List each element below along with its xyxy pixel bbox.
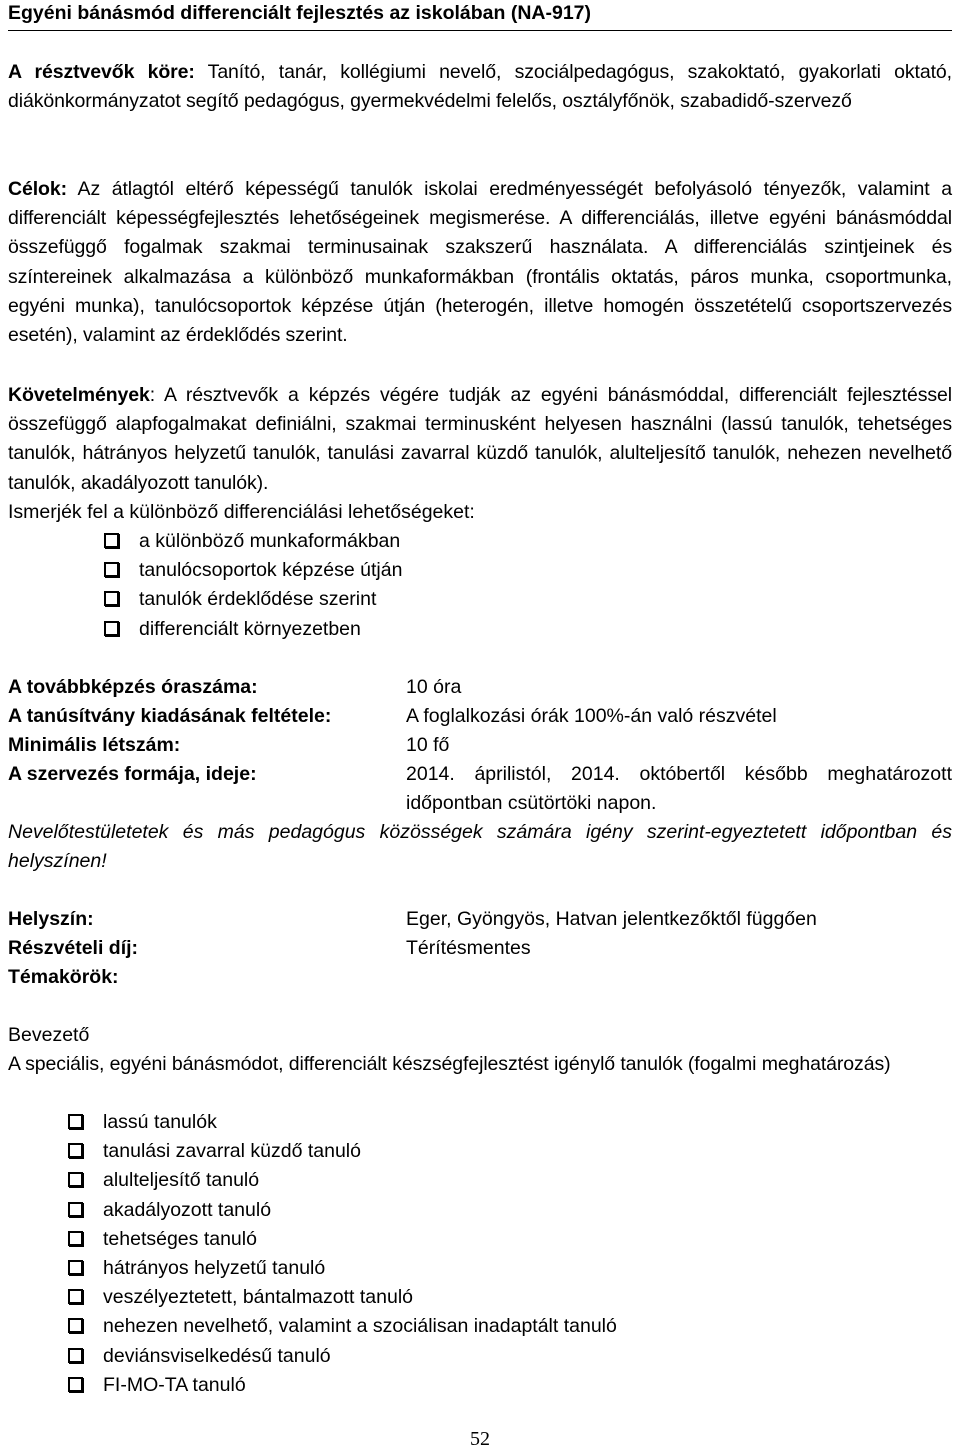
participants-label: A résztvevők köre:: [8, 61, 195, 83]
checkbox-icon: [104, 533, 119, 548]
checkbox-icon: [104, 591, 119, 606]
location-value: Eger, Gyöngyös, Hatvan jelentkezőktől függően: [406, 908, 817, 930]
list-item: alulteljesítő tanuló: [68, 1166, 617, 1195]
requirements-text: : A résztvevők a képzés végére tudják az egyéni bánásmóddal, differenciált fejlesztéssel összefüggő alapfogalmakat definiálni, szakmai terminusként helyesen használni (lassú tanulók, tehetséges tanulók, hátrányos helyzetű tanulók, tanulási zavarral küzdő tanulók, alulteljesítő tanulók, nehezen nevelhető tanulók, akadályozott tanulók).: [8, 384, 952, 494]
requirements-intro: Ismerjék fel a különböző differenciálási lehetőségeket:: [8, 501, 475, 523]
goals-label: Célok:: [8, 178, 67, 200]
checkbox-icon: [68, 1377, 83, 1392]
fee-row: [8, 934, 952, 963]
list-item: nehezen nevelhető, valamint a szociálisan inadaptált tanuló: [68, 1312, 617, 1341]
participants-text: Tanító, tanár, kollégiumi nevelő, szociálpedagógus, szakoktató, gyakorlati oktató, diákönkormányzatot segítő pedagógus, gyermekvédelmi felelős, osztályfőnök, szabadidő-szervező: [8, 61, 952, 113]
checkbox-icon: [68, 1318, 83, 1333]
detail-label: A tanúsítvány kiadásának feltétele:: [8, 705, 332, 727]
detail-row-certificate: [8, 702, 952, 731]
detail-row-organization: [8, 760, 952, 818]
list-item: akadályozott tanuló: [68, 1196, 617, 1225]
checkbox-icon: [68, 1348, 83, 1363]
detail-label: Minimális létszám:: [8, 734, 181, 756]
detail-row-hours: [8, 673, 952, 702]
goals-text: Az átlagtól eltérő képességű tanulók iskolai eredményességét befolyásoló tényezők, valamint a differenciált képességfejlesztés lehetőségeinek megismerése. A differenciálás, illetve egyéni bánásmóddal összefüggő fogalmak szakmai terminusainak szakszerű használata. A differenciálás szintjeinek és színtereinek alkalmazása a különböző munkaformákban (frontális oktatás, páros munka, csoportmunka, egyéni munka), tanulócsoportok képzése útján (heterogén, illetve homogén összetételű csoportszervezés esetén), valamint az érdeklődés szerint.: [8, 178, 952, 347]
fee-value: Térítésmentes: [406, 937, 531, 959]
detail-value: 10 óra: [406, 676, 462, 698]
goals-paragraph: [8, 175, 952, 350]
topics-row: [8, 963, 952, 992]
list-item: hátrányos helyzetű tanuló: [68, 1254, 617, 1283]
checkbox-icon: [68, 1289, 83, 1304]
list-item: tanulási zavarral küzdő tanuló: [68, 1137, 617, 1166]
detail-value: A foglalkozási órák 100%-án való részvétel: [406, 705, 777, 727]
list-item: veszélyeztetett, bántalmazott tanuló: [68, 1283, 617, 1312]
list-item: FI-MO-TA tanuló: [68, 1371, 617, 1400]
participants-paragraph: [8, 58, 952, 116]
checkbox-icon: [68, 1172, 83, 1187]
intro-paragraph: A speciális, egyéni bánásmódot, differenciált készségfejlesztést igénylő tanulók (fogalmi meghatározás): [8, 1053, 891, 1075]
detail-label: A továbbképzés óraszáma:: [8, 676, 258, 698]
checkbox-icon: [104, 621, 119, 636]
requirements-paragraph: [8, 381, 952, 498]
differentiation-checklist: [104, 527, 402, 644]
checkbox-icon: [68, 1114, 83, 1129]
location-label: Helyszín:: [8, 908, 94, 930]
checkbox-icon: [68, 1231, 83, 1246]
list-item: tehetséges tanuló: [68, 1225, 617, 1254]
detail-value: 10 fő: [406, 734, 450, 756]
availability-note: Nevelőtestületetek és más pedagógus közösségek számára igény szerint-egyeztetett időpontban és helyszínen!: [8, 821, 952, 873]
fee-label: Részvételi díj:: [8, 937, 139, 959]
list-item: differenciált környezetben: [104, 615, 402, 644]
student-types-checklist: [68, 1108, 617, 1400]
checkbox-icon: [104, 562, 119, 577]
list-item: deviánsviselkedésű tanuló: [68, 1342, 617, 1371]
detail-label: A szervezés formája, ideje:: [8, 763, 257, 785]
intro-heading: Bevezető: [8, 1024, 90, 1046]
requirements-label: Követelmények: [8, 384, 150, 406]
list-item: tanulók érdeklődése szerint: [104, 585, 402, 614]
checkbox-icon: [68, 1260, 83, 1275]
checkbox-icon: [68, 1202, 83, 1217]
page-number: 52: [470, 1428, 490, 1450]
location-row: [8, 905, 952, 934]
list-item: a különböző munkaformákban: [104, 527, 402, 556]
topics-label: Témakörök:: [8, 966, 119, 988]
detail-value: 2014. áprilistól, 2014. októbertől később meghatározott időpontban csütörtöki napon.: [406, 763, 952, 815]
list-item: tanulócsoportok képzése útján: [104, 556, 402, 585]
checkbox-icon: [68, 1143, 83, 1158]
detail-row-min-size: [8, 731, 952, 760]
list-item: lassú tanulók: [68, 1108, 617, 1137]
document-title: Egyéni bánásmód differenciált fejlesztés az iskolában (NA-917): [8, 0, 952, 31]
